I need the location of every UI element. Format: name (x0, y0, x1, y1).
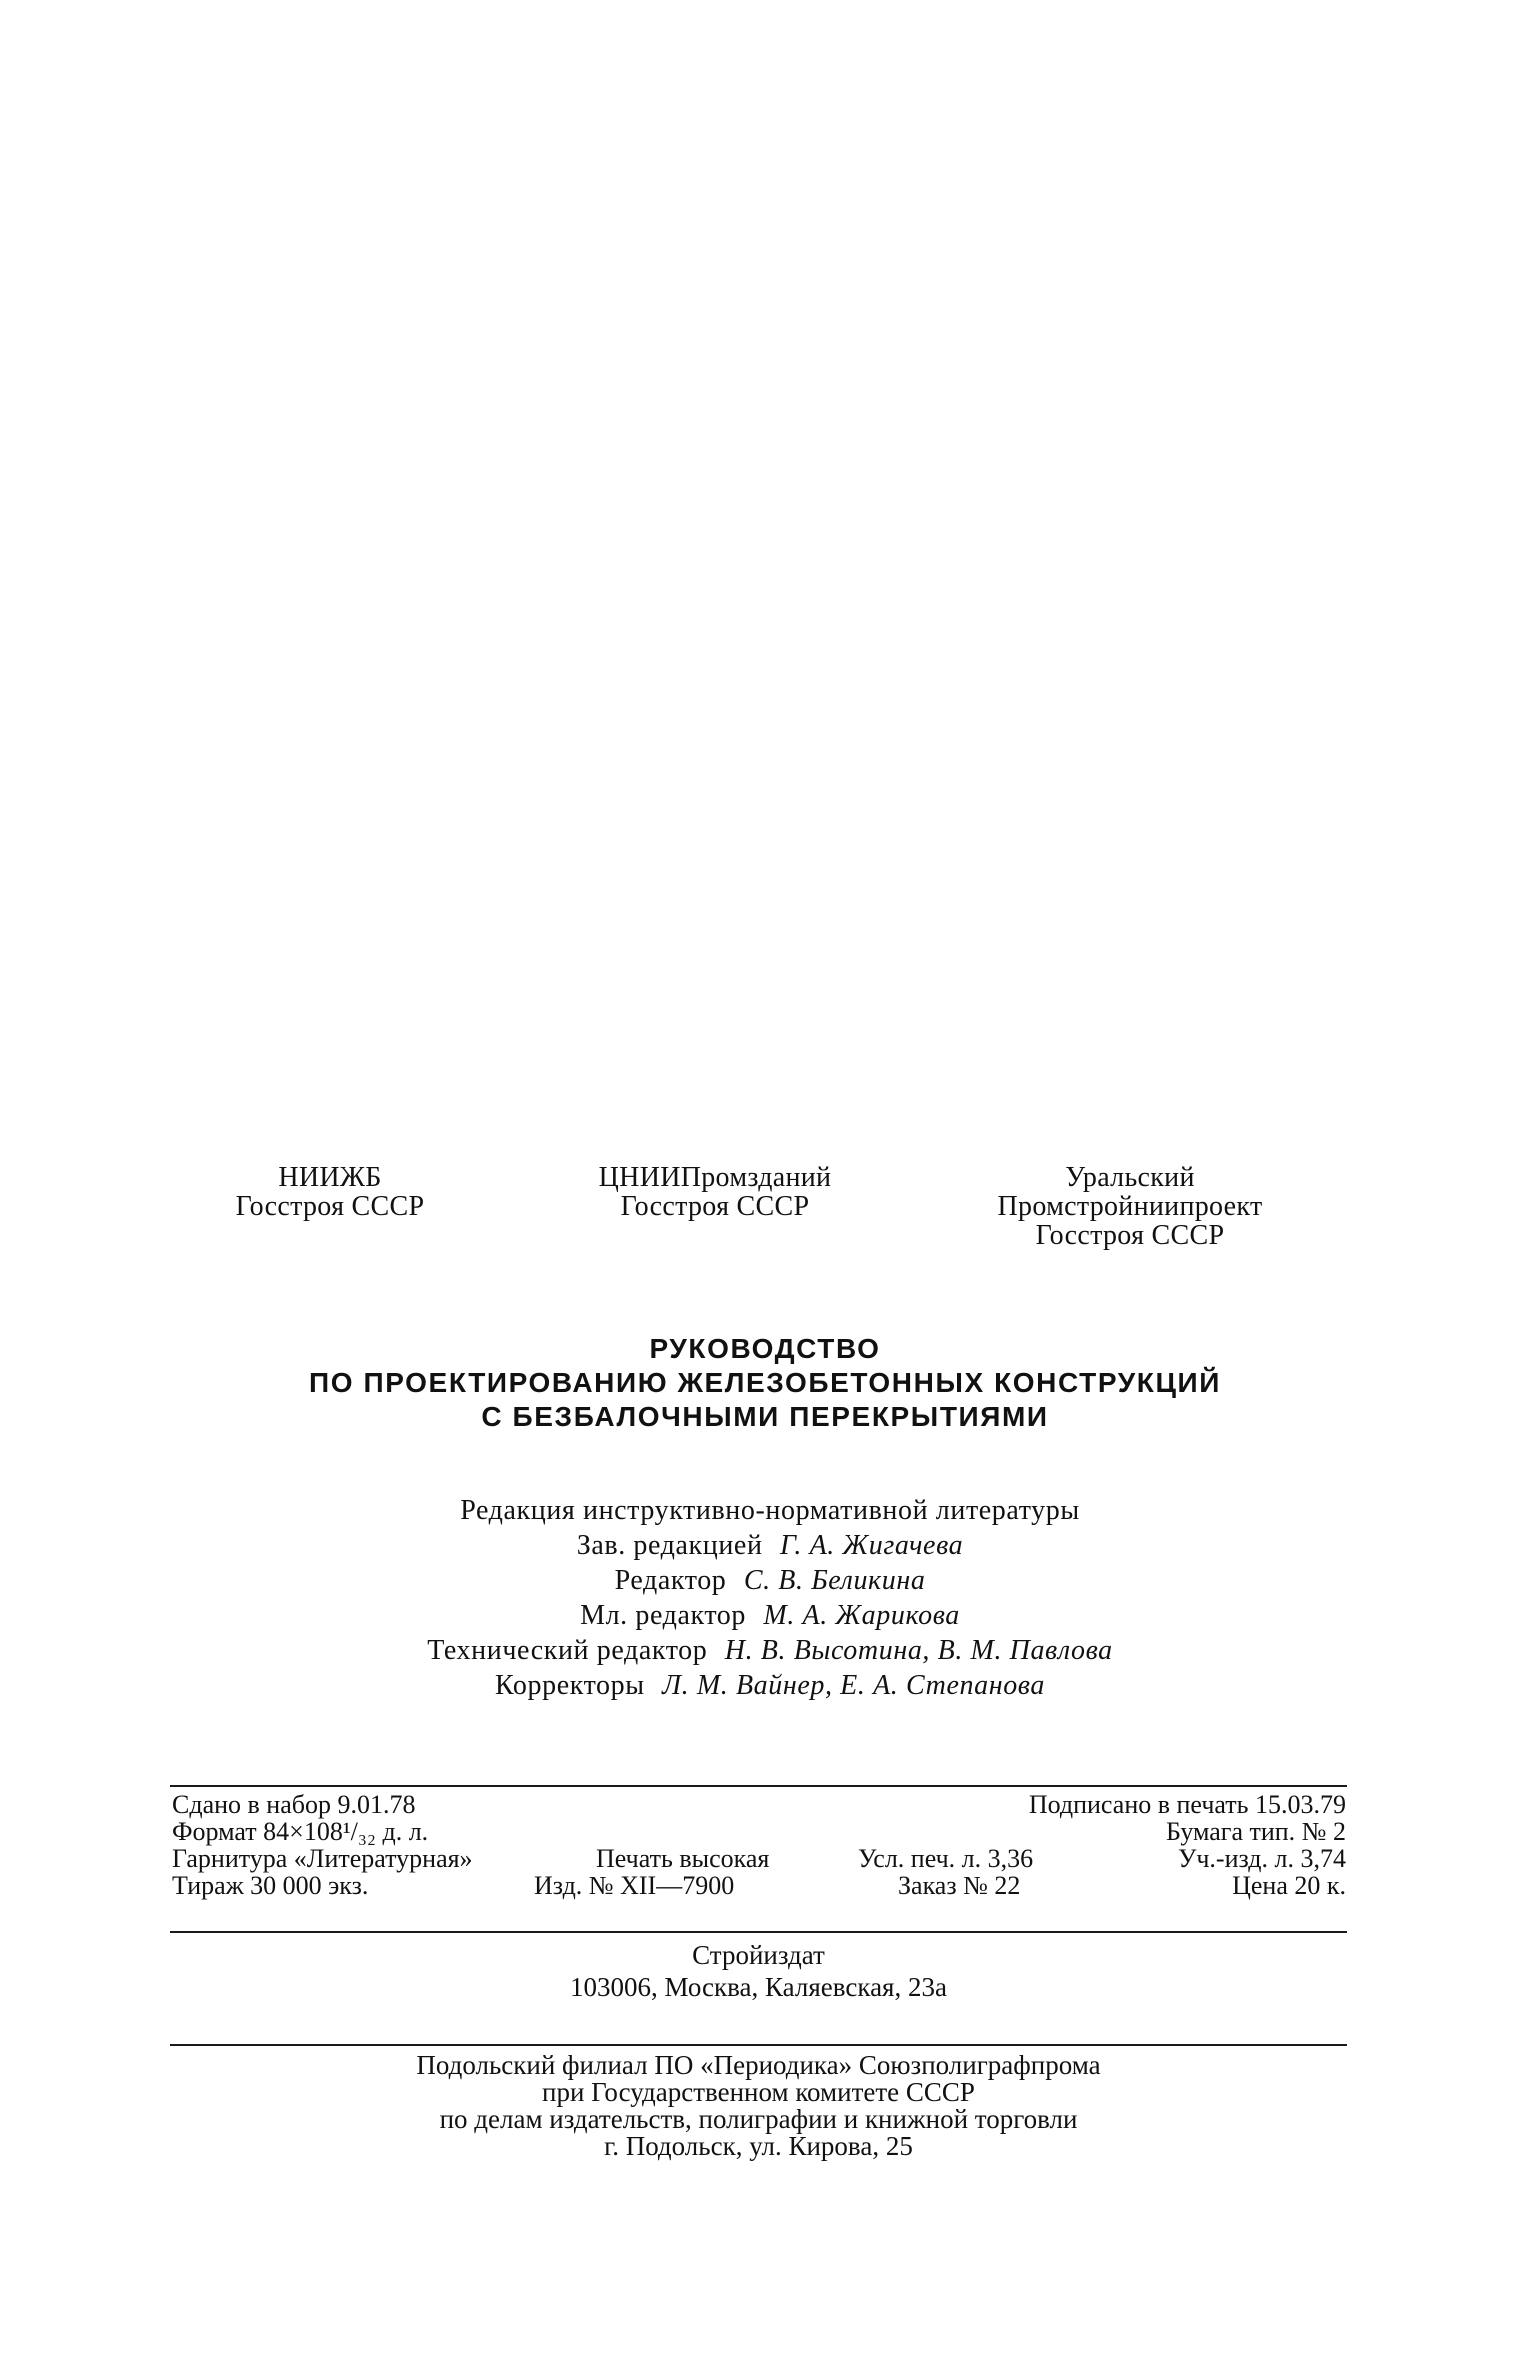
editorial-credits (240, 1493, 1300, 1703)
divider-line (170, 1785, 1347, 1787)
publisher-block (170, 1939, 1347, 2003)
submitted-date: Сдано в набор 9.01.78 (172, 1790, 416, 1819)
printing-method: Печать высокая (596, 1844, 770, 1873)
organization-name: ЦНИИПромзданий (598, 1162, 832, 1193)
credit-name: С. В. Беликина (743, 1565, 926, 1596)
technical-editor-line (240, 1633, 1300, 1668)
print-data-block (172, 1791, 1346, 1899)
title-line-3: С БЕЗБАЛОЧНЫМИ ПЕРЕКРЫТИЯМИ (481, 1401, 1049, 1432)
publishing-sheets: Уч.-изд. л. 3,74 (1177, 1844, 1346, 1873)
publisher-name: Стройиздат (692, 1940, 825, 1970)
organization-affiliation: Госстроя СССР (620, 1191, 810, 1222)
document-title (150, 1332, 1380, 1434)
print-run: Тираж 30 000 экз. (172, 1871, 369, 1900)
credit-label: Корректоры (495, 1670, 645, 1701)
credit-label: Редактор (614, 1565, 727, 1596)
credit-name: Л. М. Вайнер, Е. А. Степанова (662, 1670, 1045, 1701)
signed-date: Подписано в печать 15.03.79 (1028, 1790, 1346, 1819)
organization-niizhb (200, 1163, 460, 1221)
divider-line (170, 2044, 1347, 2046)
organization-tsniipromzdaniy (545, 1163, 885, 1221)
credit-name: М. А. Жарикова (763, 1600, 960, 1631)
edition-number: Изд. № XII—7900 (534, 1871, 735, 1900)
correctors-line (240, 1668, 1300, 1703)
divider-line (170, 1931, 1347, 1933)
head-of-edition-line (240, 1528, 1300, 1563)
credit-label: Мл. редактор (580, 1600, 746, 1631)
organization-name: НИИЖБ (278, 1162, 382, 1193)
organization-affiliation: Госстроя СССР (1035, 1220, 1225, 1251)
price: Цена 20 к. (1232, 1871, 1346, 1900)
print-data-row (172, 1872, 1346, 1899)
organization-affiliation: Госстроя СССР (235, 1191, 425, 1222)
print-data-row (172, 1845, 1346, 1872)
title-line-2: ПО ПРОЕКТИРОВАНИЮ ЖЕЛЕЗОБЕТОННЫХ КОНСТРУКЦИЙ (309, 1367, 1221, 1398)
print-data-row (172, 1791, 1346, 1818)
printer-line-4: г. Подольск, ул. Кирова, 25 (604, 2131, 913, 2161)
organizations-block (200, 1163, 1350, 1303)
print-data-row (172, 1818, 1346, 1845)
printer-block (170, 2052, 1347, 2160)
edition-line: Редакция инструктивно-нормативной литературы (460, 1495, 1080, 1526)
junior-editor-line (240, 1598, 1300, 1633)
typeface: Гарнитура «Литературная» (172, 1844, 473, 1873)
organization-uralsky (960, 1163, 1300, 1250)
credit-name: Г. А. Жигачева (779, 1530, 964, 1561)
editor-line (240, 1563, 1300, 1598)
paper-type: Бумага тип. № 2 (1166, 1817, 1346, 1846)
format: Формат 84×108¹/₃₂ д. л. (172, 1817, 429, 1846)
printer-line-3: по делам издательств, полиграфии и книжной торговли (439, 2104, 1078, 2134)
conventional-sheets: Усл. печ. л. 3,36 (858, 1844, 1034, 1873)
credit-label: Технический редактор (427, 1635, 708, 1666)
credit-label: Зав. редакцией (576, 1530, 763, 1561)
organization-name: Уральский (1065, 1162, 1195, 1193)
order-number: Заказ № 22 (898, 1871, 1021, 1900)
publisher-address: 103006, Москва, Каляевская, 23а (570, 1972, 947, 2002)
credit-name: Н. В. Высотина, В. М. Павлова (724, 1635, 1113, 1666)
printer-line-2: при Государственном комитете СССР (542, 2077, 975, 2107)
printer-line-1: Подольский филиал ПО «Периодика» Союзполиграфпрома (416, 2050, 1101, 2080)
organization-name-line2: Промстройниипроект (997, 1191, 1263, 1222)
title-line-1: РУКОВОДСТВО (649, 1333, 881, 1364)
